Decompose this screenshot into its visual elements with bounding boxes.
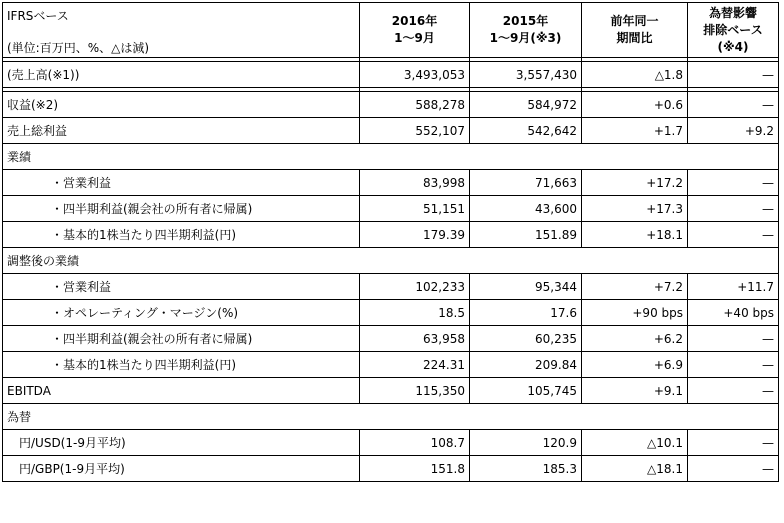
table-row: [3, 326, 779, 352]
row-label: ・基本的1株当たり四半期利益(円): [3, 352, 360, 378]
value-yoy: +9.1: [582, 378, 688, 404]
value-2015: 43,600: [470, 196, 582, 222]
header-2016: 2016年 1〜9月: [360, 3, 470, 58]
value-2016: 115,350: [360, 378, 470, 404]
value-2016: 588,278: [360, 92, 470, 118]
value-fx: —: [688, 92, 779, 118]
value-fx: —: [688, 378, 779, 404]
row-label: 収益(※2): [3, 92, 360, 118]
value-2016: 151.8: [360, 456, 470, 482]
value-yoy: +17.2: [582, 170, 688, 196]
value-2015: 60,235: [470, 326, 582, 352]
table-row: [3, 456, 779, 482]
value-2015: 584,972: [470, 92, 582, 118]
value-2016: 3,493,053: [360, 62, 470, 88]
row-label: ・営業利益: [3, 170, 360, 196]
value-2016: 102,233: [360, 274, 470, 300]
value-fx: —: [688, 62, 779, 88]
value-2015: 95,344: [470, 274, 582, 300]
table-header-row: [3, 3, 779, 58]
unit-label: (単位:百万円、%、△は減): [7, 41, 150, 55]
header-label-cell: [3, 3, 360, 58]
table-row: [3, 92, 779, 118]
value-fx: —: [688, 352, 779, 378]
row-label: ・基本的1株当たり四半期利益(円): [3, 222, 360, 248]
value-yoy: +0.6: [582, 92, 688, 118]
table-row: [3, 352, 779, 378]
value-yoy: +18.1: [582, 222, 688, 248]
row-label: EBITDA: [3, 378, 360, 404]
value-fx: —: [688, 170, 779, 196]
value-yoy: +6.9: [582, 352, 688, 378]
row-label: ・四半期利益(親会社の所有者に帰属): [3, 326, 360, 352]
value-fx: —: [688, 326, 779, 352]
table-row: [3, 62, 779, 88]
value-2016: 83,998: [360, 170, 470, 196]
value-2015: 3,557,430: [470, 62, 582, 88]
value-2015: 120.9: [470, 430, 582, 456]
value-yoy: +17.3: [582, 196, 688, 222]
section-title: 業績: [3, 144, 779, 170]
row-label: 円/GBP(1-9月平均): [3, 456, 360, 482]
table-row: [3, 222, 779, 248]
value-yoy: △18.1: [582, 456, 688, 482]
value-fx: —: [688, 430, 779, 456]
value-fx: +9.2: [688, 118, 779, 144]
financial-summary-table: [2, 2, 779, 482]
table-row: [3, 300, 779, 326]
value-yoy: +90 bps: [582, 300, 688, 326]
value-yoy: △10.1: [582, 430, 688, 456]
value-2016: 108.7: [360, 430, 470, 456]
value-2016: 63,958: [360, 326, 470, 352]
section-header-row: [3, 248, 779, 274]
value-fx: —: [688, 456, 779, 482]
table-row: [3, 118, 779, 144]
value-2016: 552,107: [360, 118, 470, 144]
header-yoy: 前年同一 期間比: [582, 3, 688, 58]
value-fx: —: [688, 196, 779, 222]
row-label: 円/USD(1-9月平均): [3, 430, 360, 456]
value-2016: 224.31: [360, 352, 470, 378]
value-yoy: △1.8: [582, 62, 688, 88]
value-fx: +11.7: [688, 274, 779, 300]
value-2016: 18.5: [360, 300, 470, 326]
table-row: [3, 378, 779, 404]
section-title: 為替: [3, 404, 779, 430]
section-title: 調整後の業績: [3, 248, 779, 274]
row-label: ・オペレーティング・マージン(%): [3, 300, 360, 326]
table-row: [3, 196, 779, 222]
value-2015: 71,663: [470, 170, 582, 196]
row-label: ・営業利益: [3, 274, 360, 300]
row-label: 売上総利益: [3, 118, 360, 144]
header-2015: 2015年 1〜9月(※3): [470, 3, 582, 58]
table-row: [3, 430, 779, 456]
value-2015: 105,745: [470, 378, 582, 404]
value-2016: 51,151: [360, 196, 470, 222]
value-2015: 151.89: [470, 222, 582, 248]
value-2015: 542,642: [470, 118, 582, 144]
table-row: [3, 170, 779, 196]
value-fx: —: [688, 222, 779, 248]
value-2015: 17.6: [470, 300, 582, 326]
value-2015: 185.3: [470, 456, 582, 482]
value-yoy: +1.7: [582, 118, 688, 144]
value-fx: +40 bps: [688, 300, 779, 326]
value-2015: 209.84: [470, 352, 582, 378]
value-yoy: +6.2: [582, 326, 688, 352]
row-label: ・四半期利益(親会社の所有者に帰属): [3, 196, 360, 222]
header-fx-excluded: 為替影響 排除ベース (※4): [688, 3, 779, 58]
basis-label: IFRSベース: [7, 9, 69, 23]
section-header-row: [3, 144, 779, 170]
value-yoy: +7.2: [582, 274, 688, 300]
table-row: [3, 274, 779, 300]
section-header-row: [3, 404, 779, 430]
row-label: (売上高(※1)): [3, 62, 360, 88]
value-2016: 179.39: [360, 222, 470, 248]
